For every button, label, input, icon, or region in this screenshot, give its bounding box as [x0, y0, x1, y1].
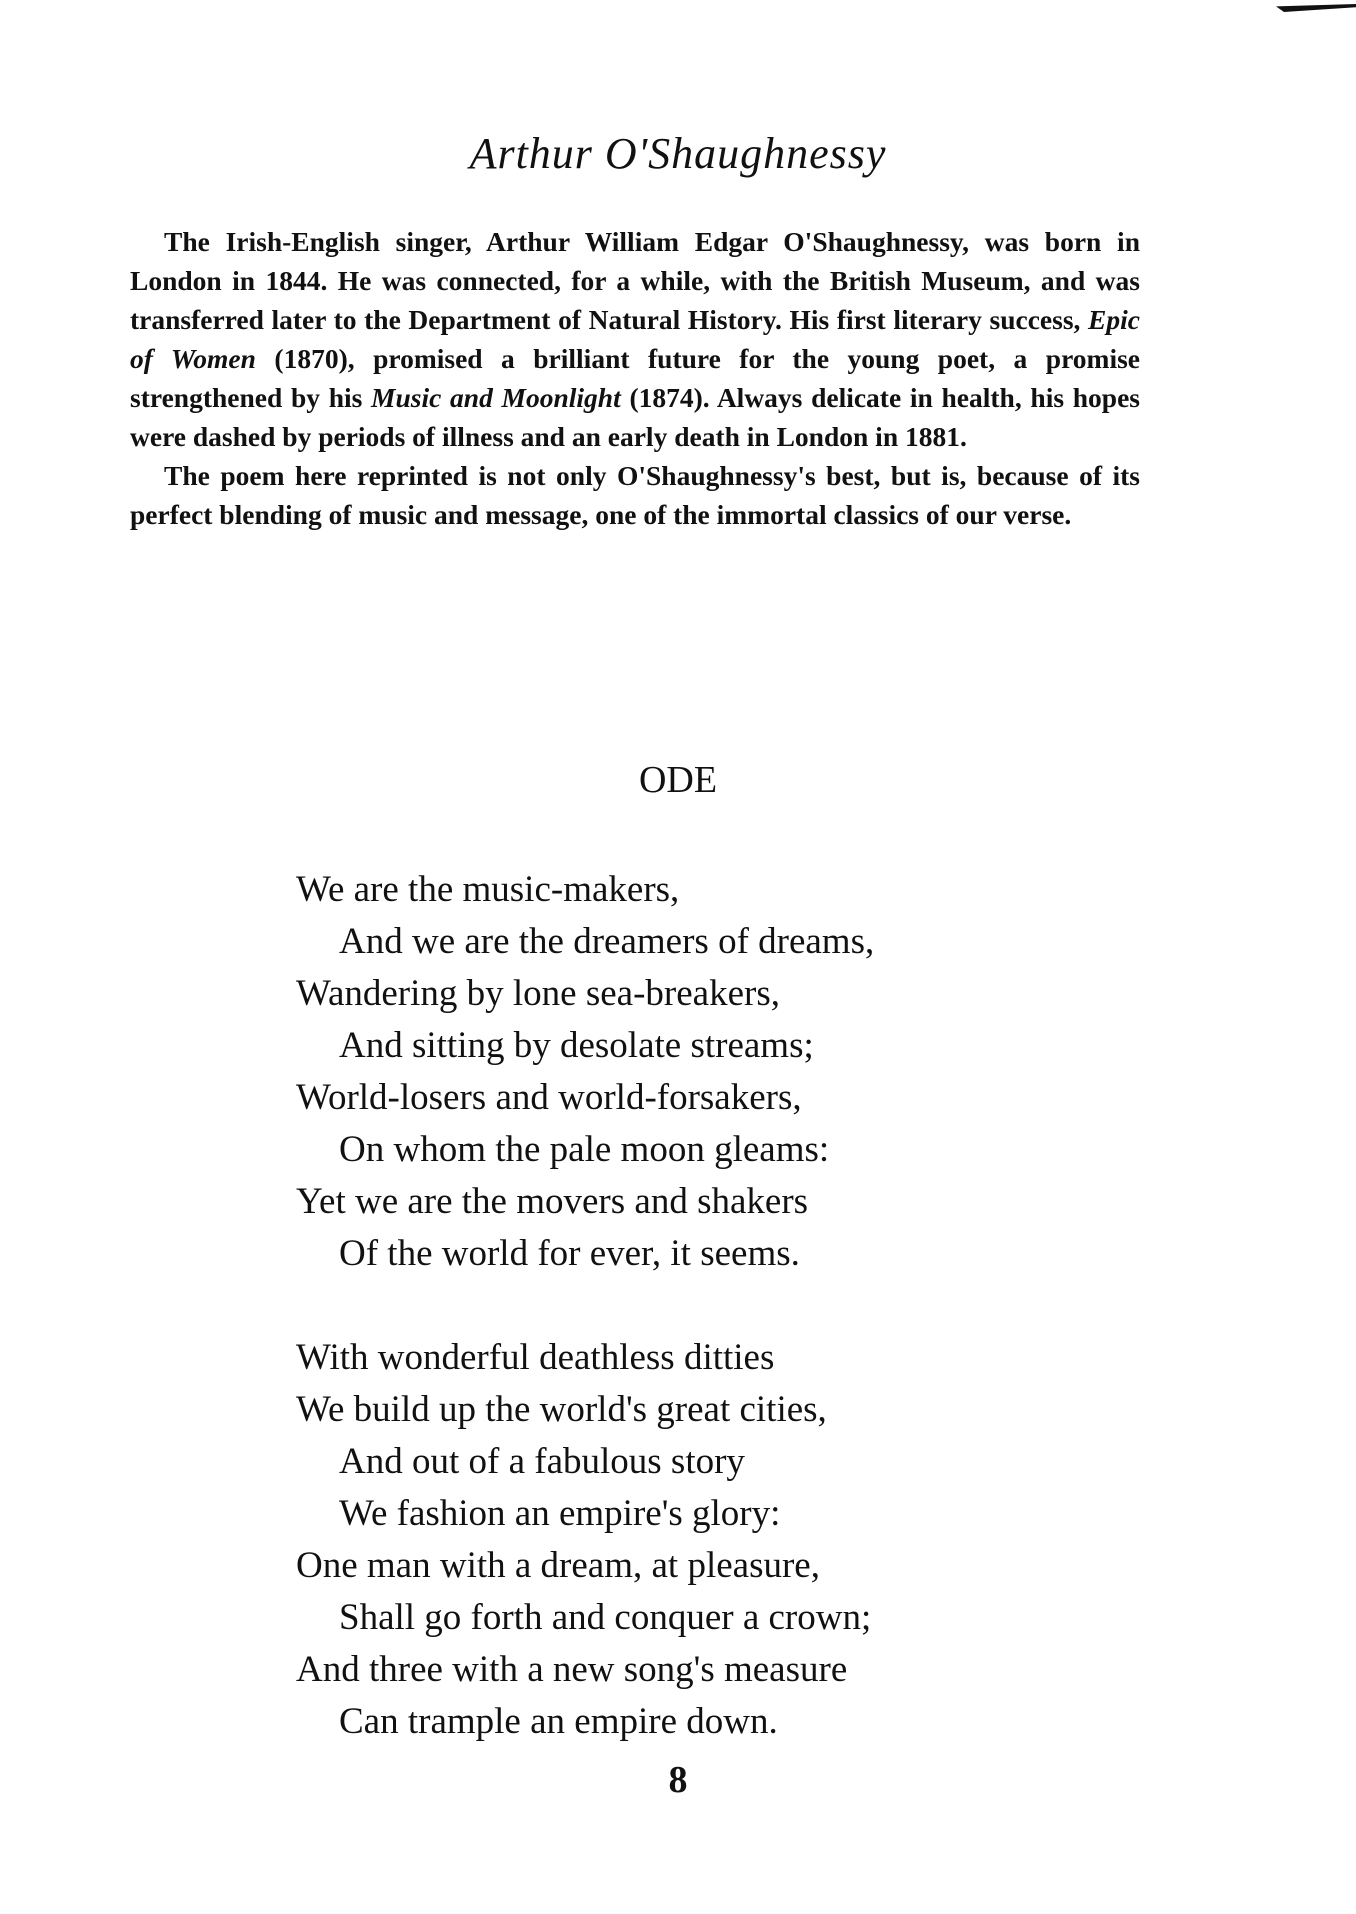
poem-line: And sitting by desolate streams; [339, 1025, 814, 1066]
bio-paragraph-2: The poem here reprinted is not only O'Shaughnessy's best, but is, because of its perfect blending of music and message, one of the immortal classics of our verse. [130, 460, 1140, 530]
poem-line: Wandering by lone sea-breakers, [296, 973, 780, 1014]
page-title: Arthur O'Shaughnessy [469, 129, 887, 178]
page-number: 8 [668, 1759, 688, 1801]
poem-line: Yet we are the movers and shakers [296, 1181, 809, 1222]
poem-line: We are the music-makers, [296, 869, 680, 910]
scan-mark [1276, 4, 1356, 12]
stanza-2 [296, 1332, 874, 1748]
work-title: Epic of Women [130, 304, 1140, 374]
poem-line: And out of a fabulous story [339, 1441, 745, 1482]
poem-line: We build up the world's great cities, [296, 1389, 827, 1430]
poem-line: Shall go forth and conquer a crown; [339, 1597, 872, 1638]
poem-line: And we are the dreamers of dreams, [339, 921, 875, 962]
bio-text: The Irish-English singer, Arthur William Edgar O'Shaughnessy, was born in London in 1844. He was connected, for a while, with the British Museum, and was transferred later to the Department of Natural History. His first literary success, [130, 226, 1140, 335]
poem-line: We fashion an empire's glory: [339, 1493, 781, 1534]
poem-line: On whom the pale moon gleams: [339, 1129, 830, 1170]
poem [296, 864, 874, 1800]
poem-line: One man with a dream, at pleasure, [296, 1545, 820, 1586]
poem-line: Can trample an empire down. [339, 1701, 778, 1742]
poem-line: Of the world for ever, it seems. [339, 1233, 800, 1274]
work-title: Music and Moonlight [371, 382, 621, 413]
stanza-1 [296, 864, 874, 1280]
bio-paragraph-1 [130, 222, 1140, 456]
poem-line: And three with a new song's measure [296, 1649, 848, 1690]
poem-title: ODE [638, 759, 718, 801]
bio-text: (1870), promised a brilliant future for the young poet, a promise strengthened by his [130, 343, 1140, 413]
poem-line: With wonderful deathless ditties [296, 1337, 775, 1378]
bio-text: (1874). Always delicate in health, his hopes were dashed by periods of illness and an early death in London in 1881. [130, 382, 1140, 452]
biography [130, 222, 1140, 534]
poem-line: World-losers and world-forsakers, [296, 1077, 802, 1118]
